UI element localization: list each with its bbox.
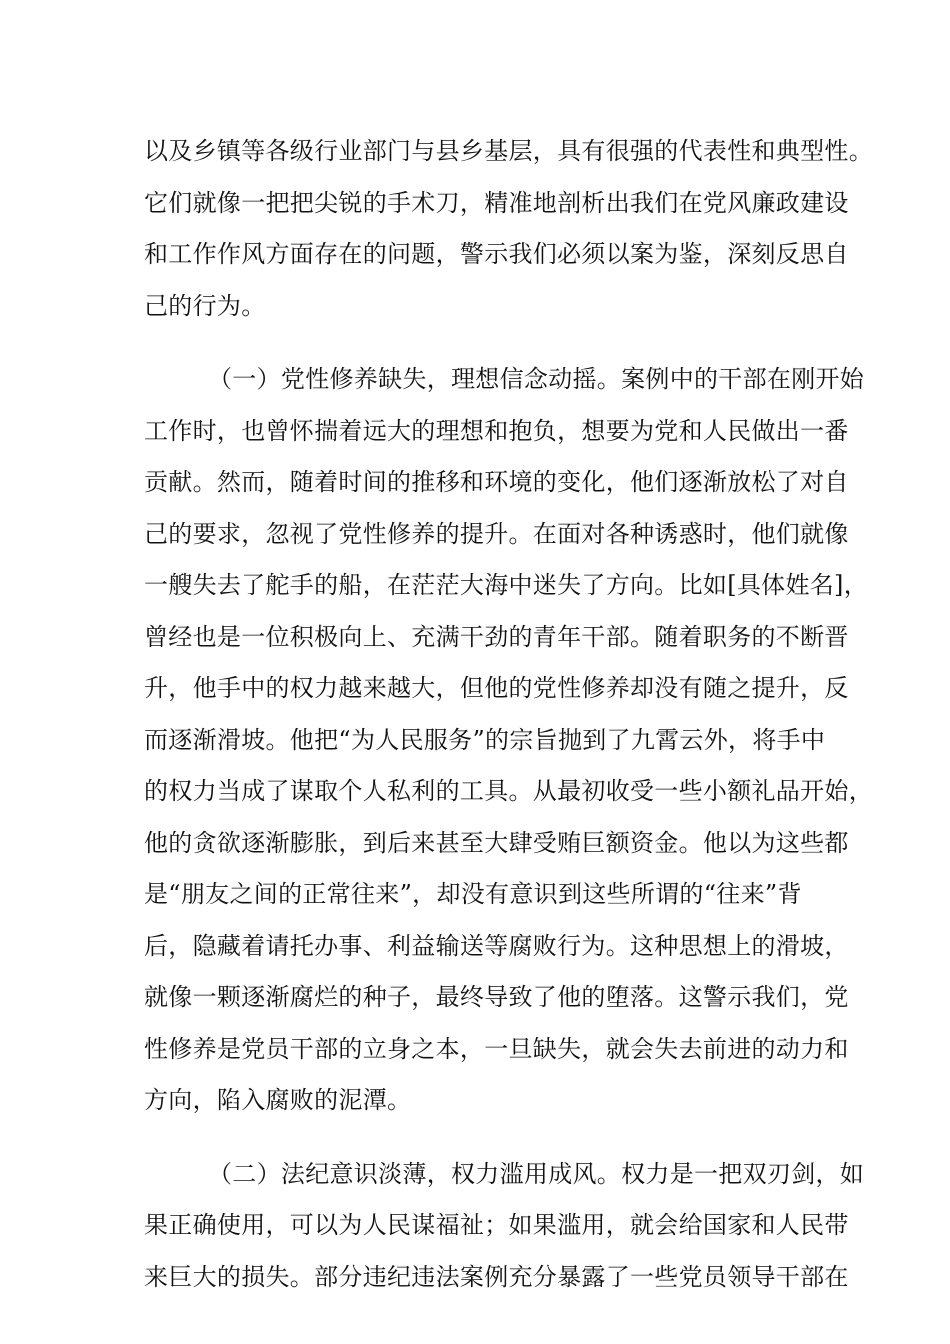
text-line: 它们就像一把把尖锐的手术刀，精准地剖析出我们在党风廉政建设 [144,188,849,217]
text-line: 就像一颗逐渐腐烂的种子，最终导致了他的堕落。这警示我们，党 [144,983,849,1011]
text-line: 一艘失去了舵手的船，在茫茫大海中迷失了方向。比如[具体姓名]， [144,571,869,599]
text-line: 来巨大的损失。部分违纪违法案例充分暴露了一些党员领导干部在 [144,1262,849,1291]
paragraph-gap [144,1133,834,1155]
text-line: 而逐渐滑坡。他把“为人民服务”的宗旨抛到了九霄云外，将手中 [144,725,826,754]
text-line: 己的行为。 [144,291,266,320]
text-line: 曾经也是一位积极向上、充满干劲的青年干部。随着职务的不断晋 [144,622,849,651]
text-line: 升，他手中的权力越来越大，但他的党性修养却没有随之提升，反 [144,674,849,702]
paragraph-gap [144,338,834,360]
text-line: 后，隐藏着请托办事、利益输送等腐败行为。这种思想上的滑坡， [144,931,849,960]
text-line: 己的要求，忽视了党性修养的提升。在面对各种诱惑时，他们就像 [144,519,849,548]
text-line: 方向，陷入腐败的泥潭。 [144,1086,412,1114]
text-line: 贡献。然而，随着时间的推移和环境的变化，他们逐渐放松了对自 [144,468,849,496]
paragraph-heading-line: （一）党性修养缺失，理想信念动摇。案例中的干部在刚开始 [208,365,865,393]
text-line: 性修养是党员干部的立身之本，一旦缺失，就会失去前进的动力和 [144,1034,849,1063]
text-line: 以及乡镇等各级行业部门与县乡基层，具有很强的代表性和典型性。 [144,137,873,165]
text-line: 他的贪欲逐渐膨胀，到后来甚至大肆受贿巨额资金。他以为这些都 [144,828,849,857]
text-line: 工作时，也曾怀揣着远大的理想和抱负，想要为党和人民做出一番 [144,416,849,445]
document-body [144,132,873,1309]
text-line: 果正确使用，可以为人民谋福祉；如果滥用，就会给国家和人民带 [144,1211,849,1239]
text-line: 的权力当成了谋取个人私利的工具。从最初收受一些小额礼品开始， [144,777,873,805]
text-line: 是“朋友之间的正常往来”，却没有意识到这些所谓的“往来”背 [144,880,802,908]
text-line: 和工作作风方面存在的问题，警示我们必须以案为鉴，深刻反思自 [144,240,849,268]
paragraph-heading-line: （二）法纪意识淡薄，权力滥用成风。权力是一把双刃剑，如 [208,1159,865,1188]
